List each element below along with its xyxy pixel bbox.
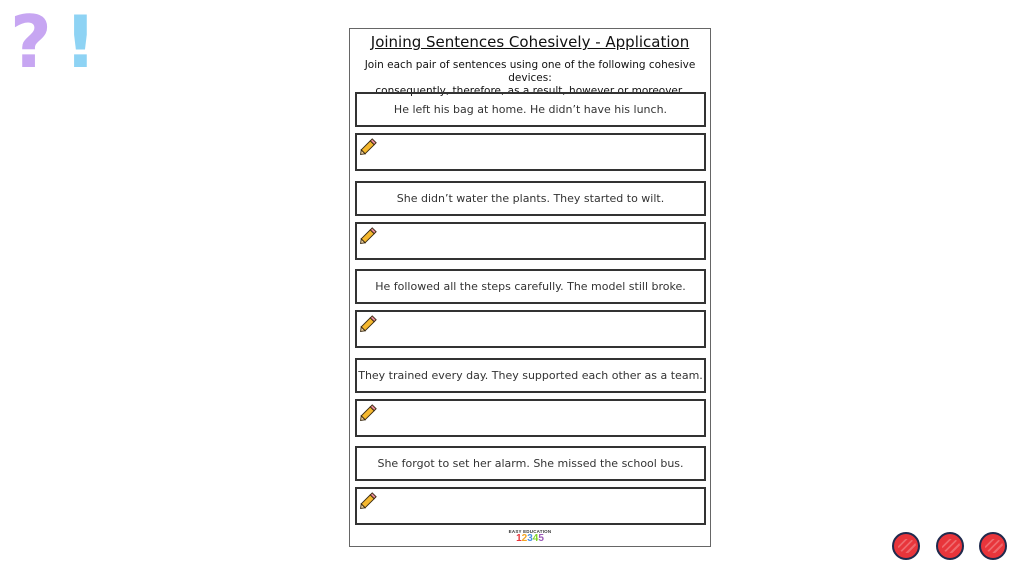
sentence-pair-text: He followed all the steps carefully. The model still broke. [375, 280, 686, 293]
answer-box-3[interactable] [355, 310, 706, 348]
sentence-pair-4 [355, 358, 706, 393]
instructions-line-2: consequently, therefore, as a result, however or moreover. [375, 85, 685, 97]
worksheet-title: Joining Sentences Cohesively - Application [370, 33, 690, 51]
pencil-icon [358, 312, 380, 334]
pencil-icon [358, 135, 380, 157]
answer-box-2[interactable] [355, 222, 706, 260]
answer-box-1[interactable] [355, 133, 706, 171]
sentence-pair-5 [355, 446, 706, 481]
pencil-icon [358, 224, 380, 246]
answer-box-5[interactable] [355, 487, 706, 525]
nav-dot-1[interactable] [892, 532, 920, 560]
exclamation-mark-decoration: ! [64, 0, 97, 84]
sentence-pair-2 [355, 181, 706, 216]
pencil-icon [358, 401, 380, 423]
question-mark-decoration: ? [10, 0, 52, 84]
answer-box-4[interactable] [355, 399, 706, 437]
logo-text-bottom: 12345 [516, 533, 544, 544]
instructions-line-1: Join each pair of sentences using one of the following cohesive devices: [364, 59, 696, 84]
sentence-pair-1 [355, 92, 706, 127]
sentence-pair-text: He left his bag at home. He didn’t have his lunch. [393, 103, 668, 116]
logo-text-top: EASY EDUCATION [508, 529, 552, 534]
sentence-pair-text: They trained every day. They supported each other as a team. [358, 369, 703, 382]
nav-dot-2[interactable] [936, 532, 964, 560]
worksheet [349, 28, 711, 547]
nav-dot-3[interactable] [979, 532, 1007, 560]
slide-navigation [890, 532, 1020, 562]
pencil-icon [358, 489, 380, 511]
sentence-pair-text: She forgot to set her alarm. She missed the school bus. [377, 457, 684, 470]
sentence-pair-3 [355, 269, 706, 304]
publisher-logo [350, 529, 710, 544]
sentence-pair-text: She didn’t water the plants. They started to wilt. [396, 192, 665, 205]
